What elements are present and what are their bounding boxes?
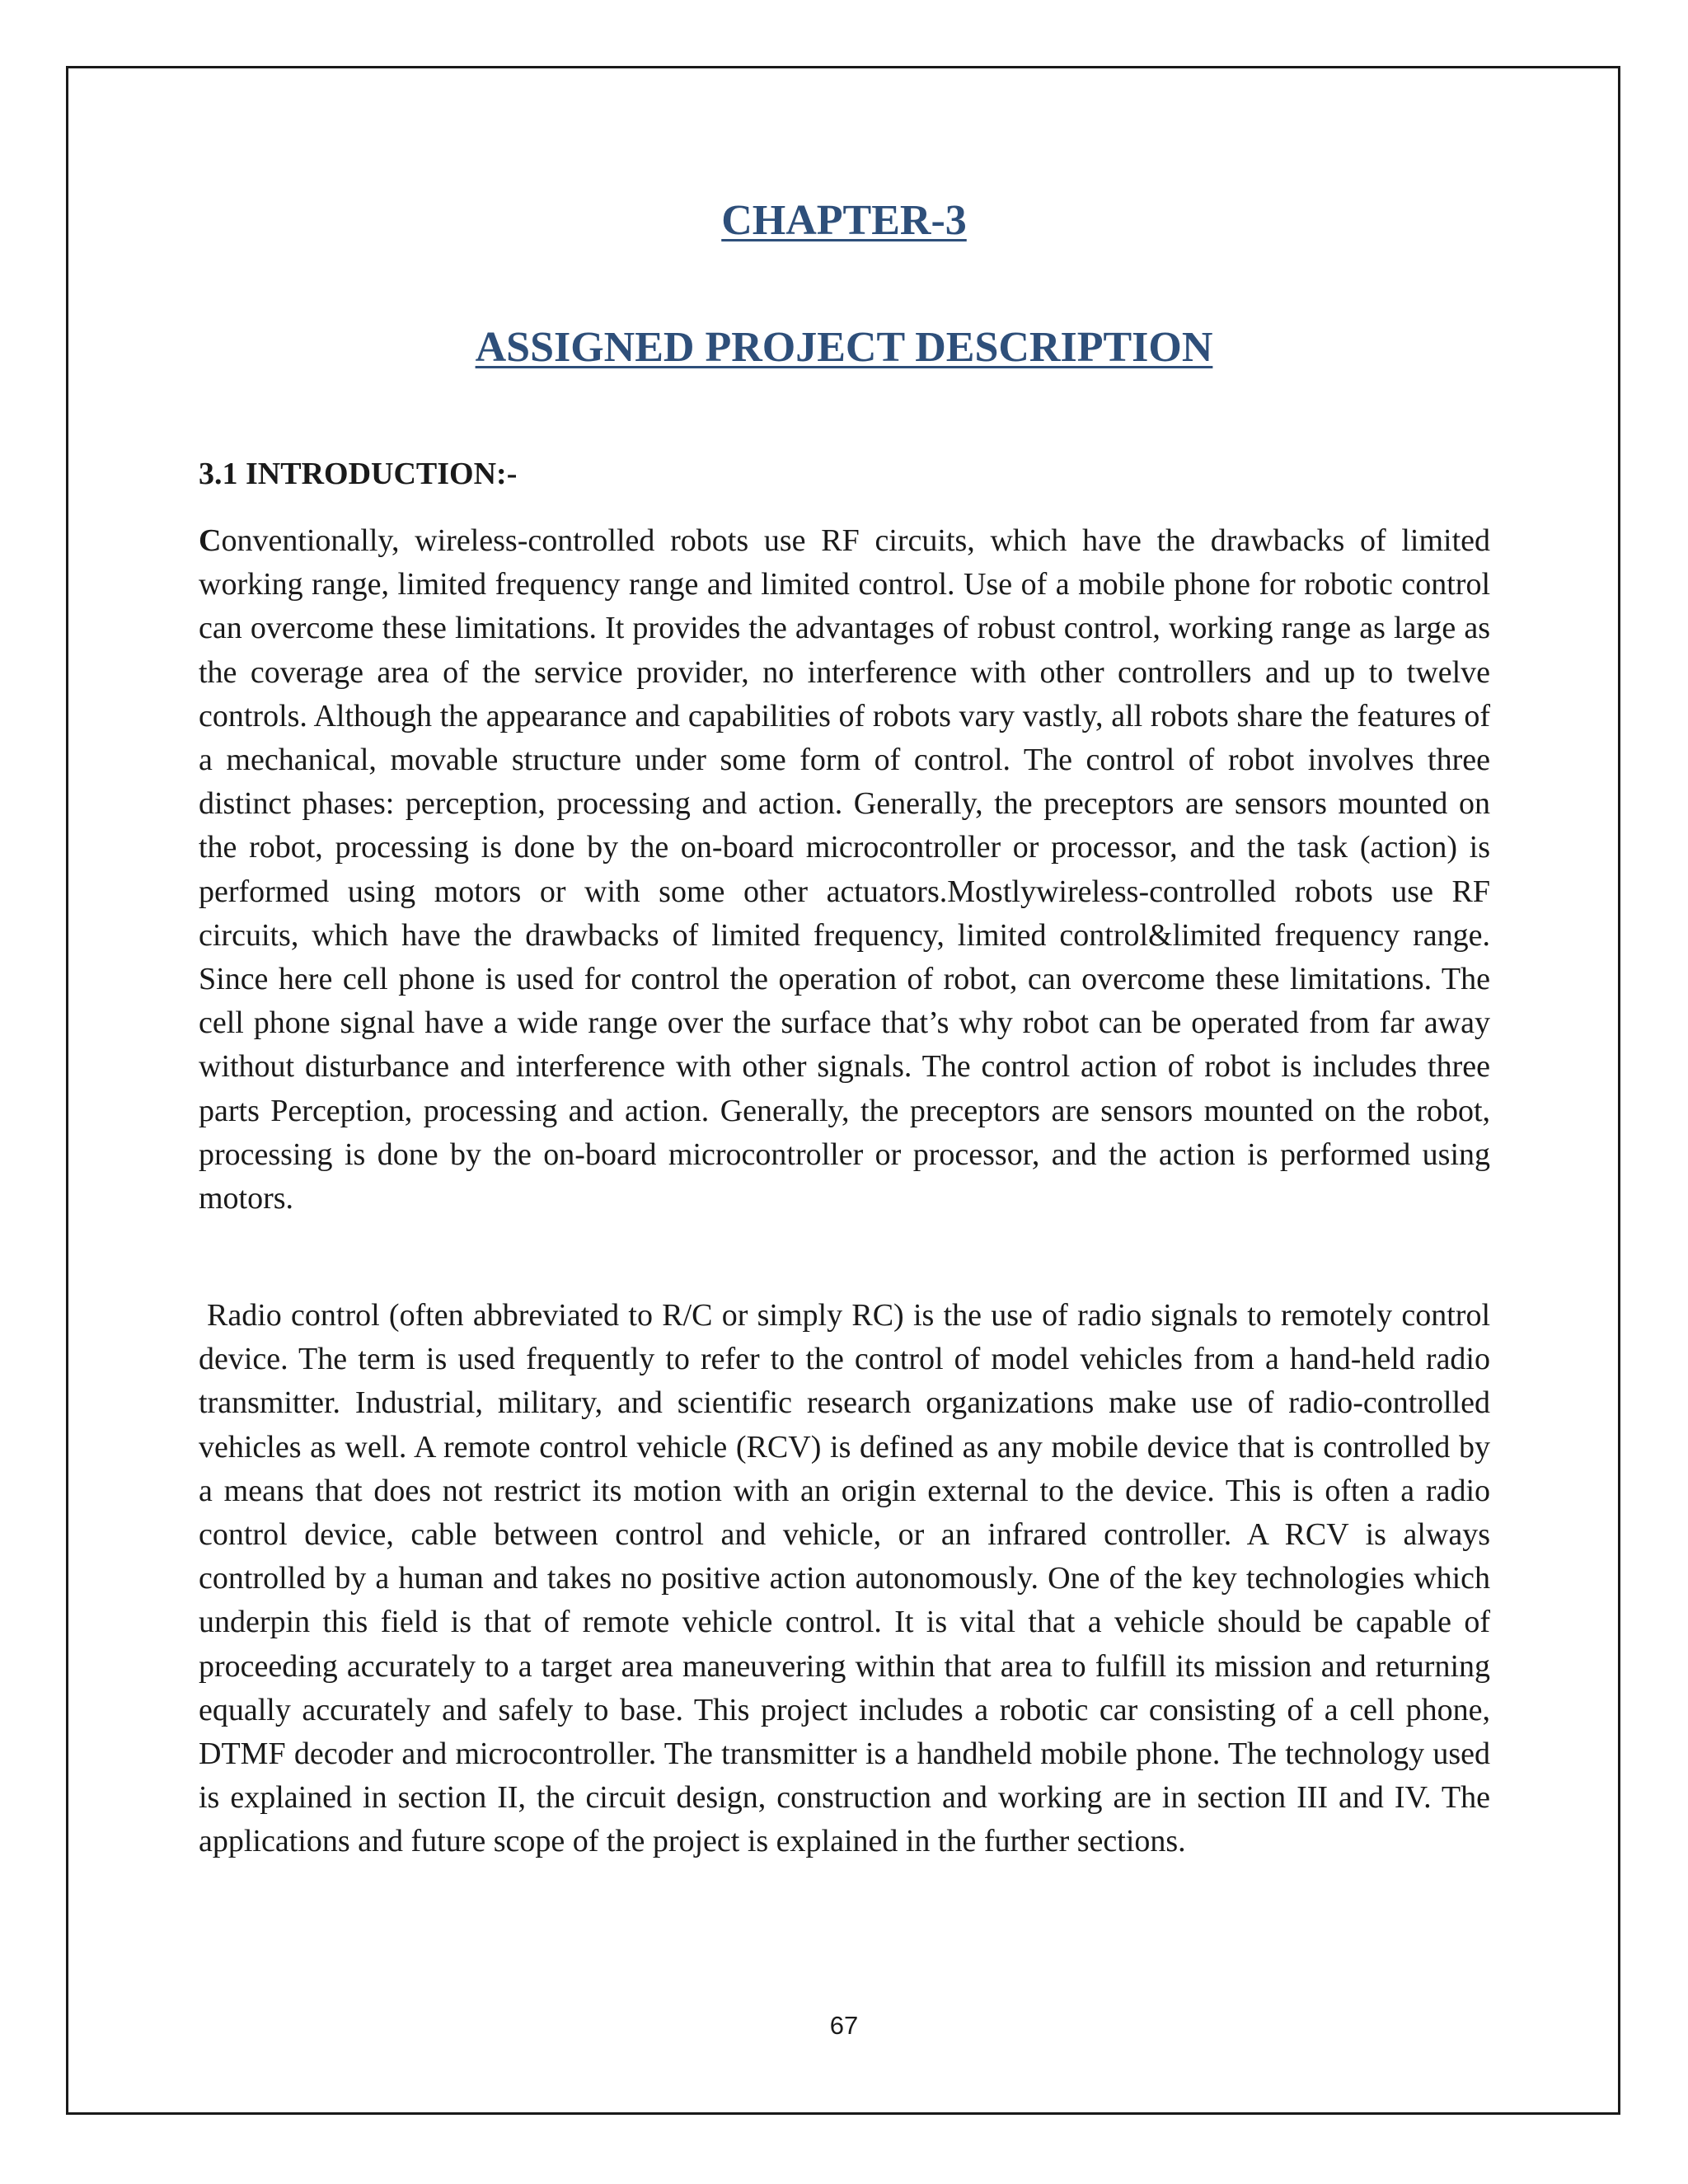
intro-paragraph-1 bbox=[199, 519, 1490, 1221]
chapter-title: CHAPTER-3 bbox=[721, 197, 967, 244]
chapter-subtitle: ASSIGNED PROJECT DESCRIPTION bbox=[475, 324, 1213, 371]
section-heading: 3.1 INTRODUCTION:- bbox=[199, 457, 518, 491]
drop-letter: C bbox=[199, 523, 222, 558]
intro-paragraph-2: Radio control (often abbreviated to R/C or simply RC) is the use of radio signals to remotely control device. The term is used frequently to refer to the control of model vehicles from a hand-held radio transmitter. Industrial, military, and scientific research organizations make use of radio-controlled vehicles as well. A remote control vehicle (RCV) is defined as any mobile device that is controlled by a means that does not restrict its motion with an origin external to the device. This is often a radio control device, cable between control and vehicle, or an infrared controller. A RCV is always controlled by a human and takes no positive action autonomously. One of the key technologies which underpin this field is that of remote vehicle control. It is vital that a vehicle should be capable of proceeding accurately to a target area maneuvering within that area to fulfill its mission and returning equally accurately and safely to base. This project includes a robotic car consisting of a cell phone, DTMF decoder and microcontroller. The transmitter is a handheld mobile phone. The technology used is explained in section II, the circuit design, construction and working are in section III and IV. The applications and future scope of the project is explained in the further sections. bbox=[199, 1298, 1490, 1859]
paragraph-text: onventionally, wireless-controlled robots use RF circuits, which have the drawbacks of limited working range, limited frequency range and limited control. Use of a mobile phone for robotic control can overcome these limitations. It provides the advantages of robust control, working range as large as the coverage area of the service provider, no interference with other controllers and up to twelve controls. Although the appearance and capabilities of robots vary vastly, all robots share the features of a mechanical, movable structure under some form of control. The control of robot involves three distinct phases: perception, processing and action. Generally, the preceptors are sensors mounted on the robot, processing is done by the on-board microcontroller or processor, and the task (action) is performed using motors or with some other actuators.Mostlywireless-controlled robots use RF circuits, which have the drawbacks of limited frequency, limited control&limited frequency range. Since here cell phone is used for control the operation of robot, can overcome these limitations. The cell phone signal have a wide range over the surface that’s why robot can be operated from far away without disturbance and interference with other signals. The control action of robot is includes three parts Perception, processing and action. Generally, the preceptors are sensors mounted on the robot, processing is done by the on-board microcontroller or processor, and the action is performed using motors. bbox=[199, 523, 1490, 1216]
page-number: 67 bbox=[829, 2011, 859, 2040]
